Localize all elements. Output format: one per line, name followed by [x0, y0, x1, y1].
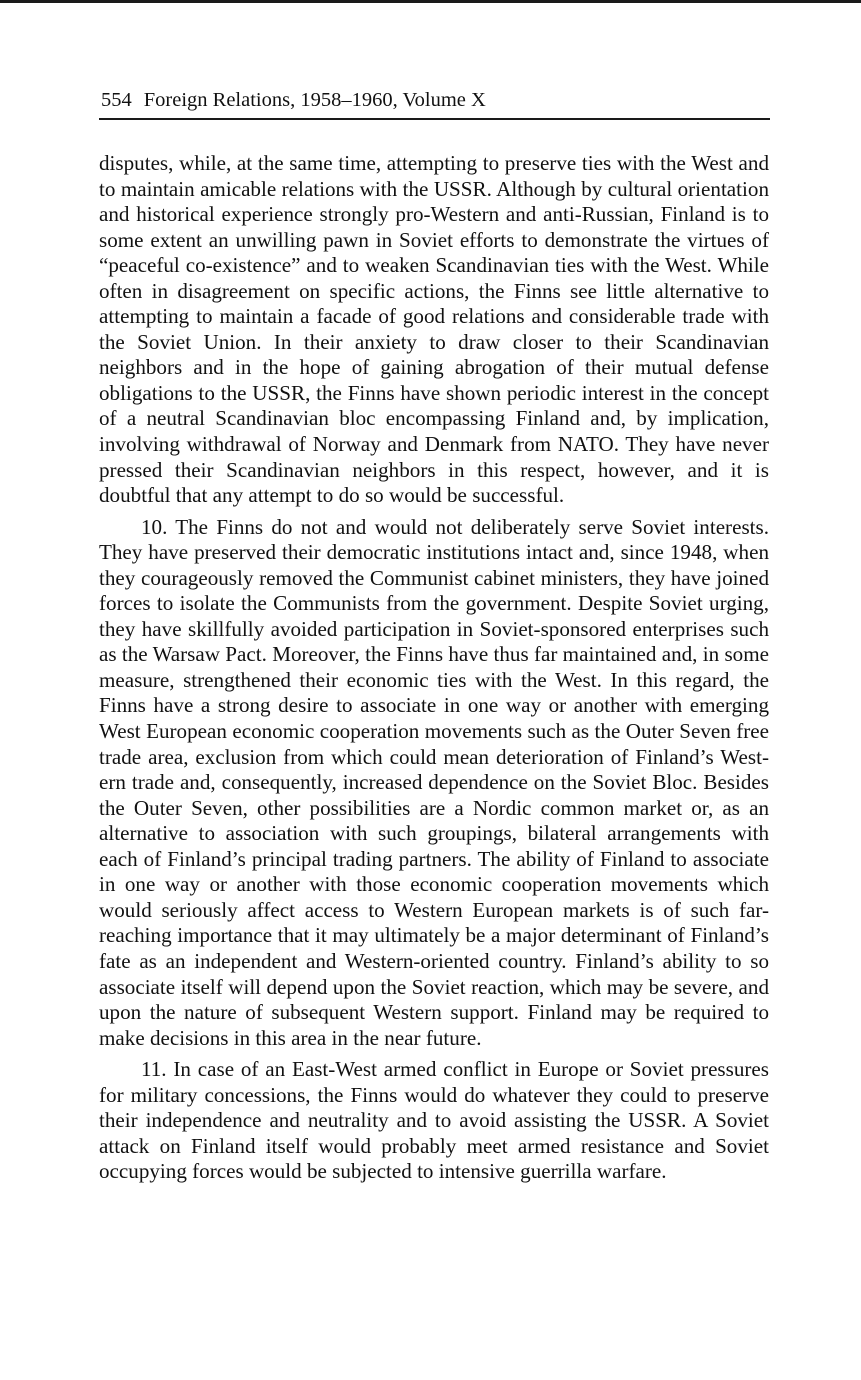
body-text: [99, 151, 769, 1185]
paragraph-10: 10. The Finns do not and would not deliberately serve Soviet interests. They have preserved their democratic institutions intact and, since 1948, when they courageously removed the Communist cabinet ministers, they have joined forces to isolate the Communists from the government. Despite Soviet urging, they have skillfully avoided participation in Soviet-sponsored enterprises such as the Warsaw Pact. Moreover, the Finns have thus far maintained and, in some measure, strengthened their economic ties with the West. In this regard, the Finns have a strong desire to associate in one way or another with emerging West European economic cooperation movements such as the Outer Seven free trade area, exclusion from which could mean deterioration of Finland’s Western trade and, consequently, increased dependence on the Soviet Bloc. Besides the Outer Seven, other possibilities are a Nordic common market or, as an alternative to association with such groupings, bilateral arrangements with each of Finland’s principal trading partners. The ability of Finland to associate in one way or another with those economic cooperation movements which would seriously affect access to Western European markets is of such far-reaching importance that it may ultimately be a major determinant of Finland’s fate as an independent and Western-oriented country. Finland’s ability to so associate itself will depend upon the Soviet reaction, which may be severe, and upon the nature of subsequent Western support. Finland may be required to make decisions in this area in the near future.: [99, 514, 769, 1050]
paragraph-continued: disputes, while, at the same time, attempting to preserve ties with the West and to maintain amicable relations with the USSR. Although by cultural orientation and historical experience strongly pro-Western and anti-Russian, Finland is to some extent an unwilling pawn in Soviet efforts to demonstrate the virtues of “peaceful co-existence” and to weaken Scandinavian ties with the West. While often in disagreement on specific actions, the Finns see little alternative to attempting to maintain a facade of good relations and considerable trade with the Soviet Union. In their anxiety to draw closer to their Scandinavian neighbors and in the hope of gaining abrogation of their mutual defense obligations to the USSR, the Finns have shown periodic interest in the concept of a neutral Scandinavian bloc encompassing Finland and, by implication, involving withdrawal of Norway and Denmark from NATO. They have never pressed their Scandinavian neighbors in this respect, however, and it is doubtful that any attempt to do so would be successful.: [99, 151, 769, 508]
volume-title: Foreign Relations, 1958–1960, Volume X: [143, 89, 486, 111]
page-top-edge: [0, 0, 861, 3]
header-rule: [99, 118, 770, 120]
page-number: 554: [101, 89, 132, 111]
paragraph-11: 11. In case of an East-West armed conflict in Europe or Soviet pressures for military concessions, the Finns would do whatever they could to preserve their independence and neutrality and to avoid assisting the USSR. A Soviet attack on Finland itself would probably meet armed resistance and Soviet occupying forces would be subjected to intensive guerrilla warfare.: [99, 1057, 769, 1184]
running-header: [101, 86, 769, 114]
